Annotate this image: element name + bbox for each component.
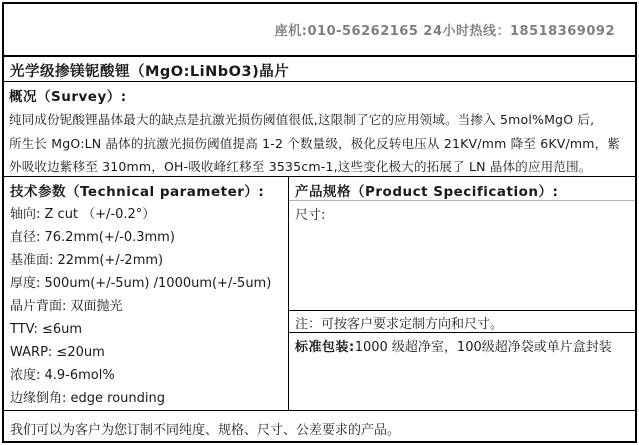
note-text: 注：可按客户要求定制方向和尺寸。 (295, 317, 504, 332)
product-specification-cell (289, 177, 635, 410)
size-cell (289, 201, 635, 310)
contact-header-row (4, 4, 635, 57)
contact-info: 座机:010-56262165 24小时热线：18518369092 (274, 24, 615, 39)
product-title: 光学级掺镁铌酸锂（MgO:LiNbO3)晶片 (10, 64, 290, 80)
main-section (4, 177, 635, 410)
survey-heading: 概况（Survey）: (9, 89, 127, 105)
size-label: 尺寸: (295, 208, 326, 223)
param-edge-rounding: 边缘倒角: edge rounding (10, 391, 165, 406)
param-reference-flat: 基准面: 22mm(+/-2mm) (10, 253, 164, 268)
product-title-row (4, 57, 635, 82)
survey-text-line: 纯同成份铌酸锂晶体最大的缺点是抗激光损伤阈值很低,这限制了它的应用领域。当掺入 5mol%MgO 后, (9, 112, 595, 127)
packaging-label: 标准包装: (295, 340, 355, 355)
note-cell (289, 310, 635, 333)
param-axis: 轴向: Z cut （+/-0.2°） (10, 207, 156, 222)
spec-heading-row (289, 177, 635, 201)
param-warp: WARP: ≤20um (10, 345, 105, 360)
spec-heading: 产品规格（Product Specification）: (295, 184, 559, 200)
packaging-cell (289, 333, 635, 410)
param-ttv: TTV: ≤6um (10, 322, 83, 337)
param-back-surface: 晶片背面: 双面抛光 (10, 299, 123, 314)
spec-table (2, 2, 637, 443)
footer-row (4, 410, 635, 444)
packaging-text: 1000 级超净室，100级超净袋或单片盒封装 (354, 340, 612, 355)
param-diameter: 直径: 76.2mm(+/-0.3mm) (10, 230, 175, 245)
footer-text: 我们可以为客户为您订制不同纯度、规格、尺寸、公差要求的产品。 (10, 423, 401, 438)
survey-section (4, 82, 635, 177)
param-concentration: 浓度: 4.9-6mol% (10, 368, 115, 383)
survey-text-line: 外吸收边紫移至 310mm，OH-吸收峰红移至 3535cm-1,这些变化极大的拓展了 LN 晶体的应用范围。 (9, 159, 592, 174)
technical-parameters-cell (4, 177, 289, 410)
technical-heading: 技术参数（Technical parameter）: (10, 184, 265, 200)
param-thickness: 厚度: 500um(+/-5um) /1000um(+/-5um) (10, 276, 272, 291)
survey-text-line: 所生长 MgO:LN 晶体的抗激光损伤阈值提高 1-2 个数量级，极化反转电压从 21KV/mm 降至 6KV/mm，紫 (9, 135, 621, 151)
